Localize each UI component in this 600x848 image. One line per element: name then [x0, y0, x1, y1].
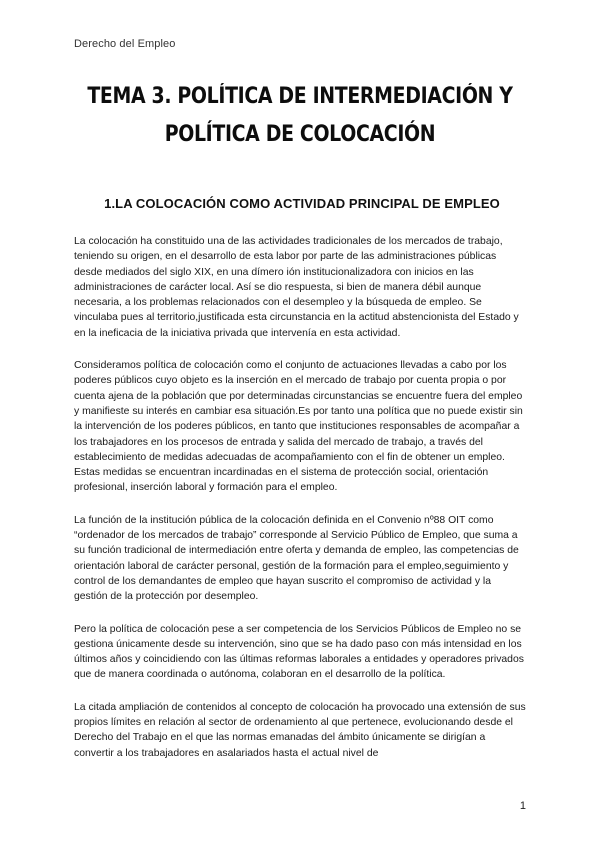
paragraph: La función de la institución pública de la colocación definida en el Convenio nº88 OIT como “ordenador de los mercados de trabajo” corresponde al Servicio Público de Empleo, que suma a su función tradicional de intermediación entre oferta y demanda de empleo, las competencias de orientación laboral de carácter personal, gestión de la formación para el empleo,seguimiento y control de los demandantes de empleo que hayan suscrito el compromiso de actividad y la gestión de la protección por desempleo.: [74, 514, 519, 603]
body-text: [74, 234, 526, 778]
page-number: 1: [519, 800, 526, 812]
document-title-line-2: POLÍTICA DE COLOCACIÓN: [164, 122, 436, 147]
paragraph: Pero la política de colocación pese a ser competencia de los Servicios Públicos de Empleo no se gestiona únicamente desde su intervención, sino que se ha dado paso con más intensidad en los últimos años y coincidiendo con las últimas reformas laborales a entidades y operadores privados que de manera coordinada o autónoma, colaboran en el desarrollo de la política.: [74, 623, 524, 681]
paragraph: La colocación ha constituido una de las actividades tradicionales de los mercados de trabajo, teniendo su origen, en el desarrollo de esta labor por parte de las administraciones públicas desde mediados del siglo XIX, en una dímero ión institucionalizadora con inicios en las administraciones de carácter local. Así se dio respuesta, si bien de manera débil aunque necesaria, a los problemas relacionados con el desempleo y la búsqueda de empleo. Se vinculaba pues al territorio,justificada esta circunstancia en la actitud abstencionista del Estado y en la ineficacia de la iniciativa privada que intervenía en esta actividad.: [74, 236, 519, 339]
document-title: [76, 78, 523, 154]
running-header: Derecho del Empleo: [74, 38, 176, 50]
section-heading: 1.LA COLOCACIÓN COMO ACTIVIDAD PRINCIPAL DE EMPLEO: [104, 196, 500, 211]
paragraph: La citada ampliación de contenidos al concepto de colocación ha provocado una extensión de sus propios límites en relación al sector de ordenamiento al que pertenece, evolucionando desde el Derecho del Trabajo en el que las normas emanadas del ámbito únicamente se dirigían a convertir a los trabajadores en asalariados hasta el actual nivel de: [74, 701, 526, 759]
paragraph: Consideramos política de colocación como el conjunto de actuaciones llevadas a cabo por los poderes públicos cuyo objeto es la inserción en el mercado de trabajo por cuenta propia o por cuenta ajena de la población que por determinadas circunstancias se encuentre fuera del empleo y manifieste su interés en cambiar esa situación.Es por tanto una política que no puede existir sin la intervención de los poderes públicos, en tanto que instituciones responsables de acompañar a los trabajadores en los procesos de entrada y salida del mercado de trabajo, a través del establecimiento de medidas adecuadas de acompañamiento con el fin de obtener un empleo. Estas medidas se encuentran incardinadas en el sistema de protección social, orientación profesional, inserción laboral y formación para el empleo.: [74, 360, 523, 494]
document-title-line-1: TEMA 3. POLÍTICA DE INTERMEDIACIÓN Y: [87, 84, 513, 109]
